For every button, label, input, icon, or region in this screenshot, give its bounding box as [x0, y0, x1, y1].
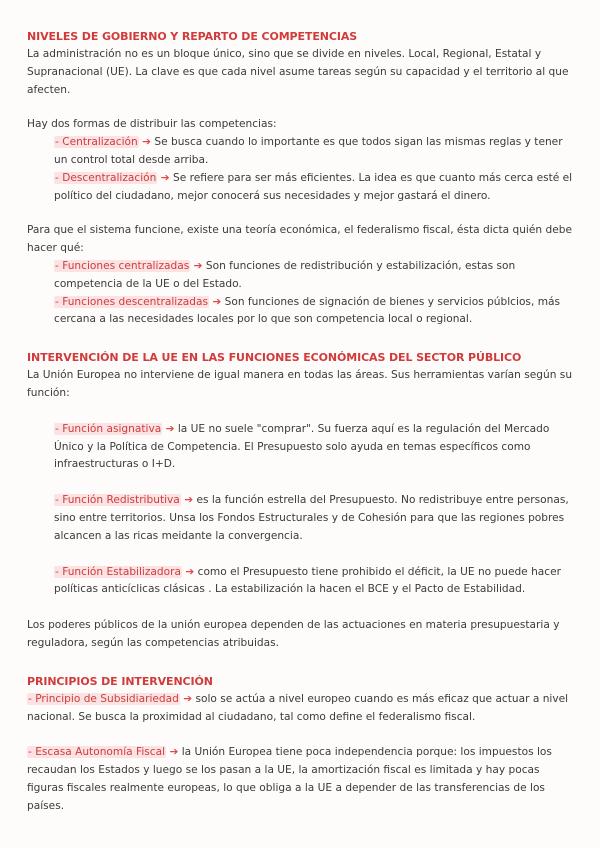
list-item-funcion-estabilizadora	[27, 564, 575, 600]
term-highlight: - Función asignativa	[55, 422, 162, 435]
paragraph-federalismo: Para que el sistema funcione, existe una teoría económica, el federalismo fiscal, ésta dicta quién debe hacer qué:	[27, 224, 572, 255]
arrow-icon: ➔	[169, 746, 179, 759]
paragraph-intro-ue: La Unión Europea no interviene de igual manera en todas las áreas. Sus herramientas varían según su función:	[27, 369, 573, 399]
list-item-text: como el Presupuesto tiene prohibido el déficit, la UE no puede hacer políticas anticíclicas clásicas . La estabilización la hacen el BCE y el Pacto de Estabilidad.	[54, 565, 561, 596]
list-item-text: solo se actúa a nivel europeo cuando es más eficaz que actuar a nivel nacional. Se busca la proximidad al ciudadano, tal como define el federalismo fiscal.	[27, 692, 569, 723]
list-item-autonomia-fiscal	[27, 744, 575, 815]
term-highlight: - Principio de Subsidiariedad	[28, 692, 179, 705]
term-highlight: - Escasa Autonomía Fiscal	[28, 746, 166, 759]
paragraph-poderes-publicos: Los poderes públicos de la unión europea dependen de las actuaciones en materia presupuestaria y reguladora, según las competencias atribuidas.	[27, 619, 560, 649]
arrow-icon: ➔	[142, 136, 151, 149]
paragraph-distribucion: Hay dos formas de distribuir las competencias:	[27, 118, 277, 131]
list-item-funcion-asignativa	[27, 421, 575, 474]
term-highlight: - Función Estabilizadora	[55, 565, 181, 578]
arrow-icon: ➔	[184, 494, 194, 507]
section-title-niveles: NIVELES DE GOBIERNO Y REPARTO DE COMPETENCIAS	[27, 30, 358, 43]
arrow-icon: ➔	[212, 295, 222, 308]
section-title-principios: PRINCIPIOS DE INTERVENCIÓN	[27, 674, 213, 688]
list-item-funcion-redistributiva	[27, 492, 575, 545]
term-highlight: - Funciones descentralizadas	[55, 295, 208, 308]
list-item-text: Se refiere para ser más eficientes. La idea es que cuanto más cerca esté el político del ciudadano, mejor conocerá sus necesidades y mejor gastará el dinero.	[54, 171, 573, 202]
list-item-text: la UE no suele "comprar". Su fuerza aquí es la regulación del Mercado Único y la Política de Competencia. El Presupuesto solo ayuda en temas específicos como infraestructuras o I+D.	[54, 422, 550, 471]
arrow-icon: ➔	[165, 422, 175, 435]
arrow-icon: ➔	[193, 259, 203, 272]
list-item-subsidiariedad	[27, 691, 575, 727]
paragraph-intro: La administración no es un bloque único, sino que se divide en niveles. Local, Regional, Estatal y Supranacional (UE). La clave es que cada nivel asume tareas según su capacidad y el territorio al que afecten.	[27, 48, 569, 96]
arrow-icon: ➔	[160, 171, 170, 184]
list-item-text: Se busca cuando lo importante es que todos sigan las mismas reglas y tener un control total desde arriba.	[54, 136, 563, 166]
list-item-funciones-centralizadas	[27, 258, 575, 294]
arrow-icon: ➔	[183, 692, 193, 705]
list-item-text: la Unión Europea tiene poca independencia porque: los impuestos los recaudan los Estados y luego se los pasan a la UE, la amortización fiscal es limitada y hay pocas figuras fiscales realmente europeas, lo que obliga a la UE a depender de las transferencias de los países.	[27, 746, 552, 812]
term-highlight: - Función Redistributiva	[55, 494, 180, 507]
term-highlight: - Descentralización	[55, 171, 157, 184]
term-highlight: - Funciones centralizadas	[55, 259, 190, 272]
list-item-text: Son funciones de signación de bienes y servicios públcios, más cercana a las necesidades locales por lo que son competencia local o regional.	[54, 295, 561, 326]
list-item-text: es la función estrella del Presupuesto. No redistribuye entre personas, sino entre territorios. Unsa los Fondos Estructurales y de Cohesión para que las regiones pobres alcancen a las ricas meidante la convergencia.	[54, 494, 569, 542]
list-item-funciones-descentralizadas	[27, 294, 575, 330]
arrow-icon: ➔	[185, 565, 195, 578]
term-highlight: - Centralización	[55, 136, 138, 149]
list-item-centralizacion	[27, 134, 575, 170]
section-title-intervencion-ue: INTERVENCIÓN DE LA UE EN LAS FUNCIONES ECONÓMICAS DEL SECTOR PÚBLICO	[27, 351, 522, 365]
list-item-text: Son funciones de redistribución y estabilización, estas son competencia de la UE o del Estado.	[54, 259, 516, 290]
list-item-descentralizacion	[27, 170, 575, 206]
